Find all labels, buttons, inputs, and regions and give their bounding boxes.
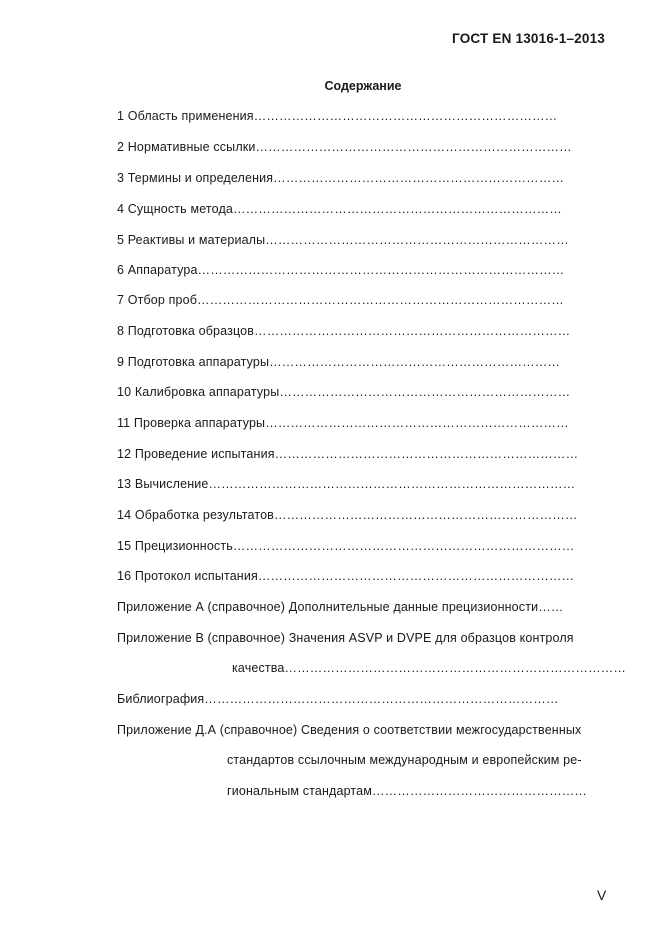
toc-entry: 11 Проверка аппаратуры……………………………………………………………… xyxy=(117,416,569,430)
page-number: V xyxy=(597,887,607,903)
toc-entry: 1 Область применения……………………………………………………………… xyxy=(117,109,558,123)
toc-entry: 10 Калибровка аппаратуры…………………………………………………………… xyxy=(117,385,571,399)
document-code: ГОСТ EN 13016-1–2013 xyxy=(452,31,605,46)
toc-entry: 12 Проведение испытания……………………………………………………………… xyxy=(117,447,579,461)
toc-entry: 9 Подготовка аппаратуры…………………………………………………………… xyxy=(117,355,561,369)
toc-entry: 13 Вычисление…………………………………………………………………………… xyxy=(117,477,576,491)
toc-entry: 14 Обработка результатов……………………………………………………………… xyxy=(117,508,578,522)
toc-entry: 15 Прецизионность……………………………………………………………………… xyxy=(117,539,575,553)
toc-entry: 6 Аппаратура…………………………………………………………………………… xyxy=(117,263,565,277)
toc-entry: Библиография………………………………………………………………………… xyxy=(117,692,559,706)
toc-entry: Приложение В (справочное) Значения ASVP и DVPE для образцов контроля xyxy=(117,631,574,645)
toc-entry: Приложение Д.А (справочное) Сведения о соответствии межгосударственных xyxy=(117,723,582,737)
toc-entry: 5 Реактивы и материалы……………………………………………………………… xyxy=(117,233,569,247)
toc-entry-continuation: качества……………………………………………………………………… xyxy=(232,661,627,675)
toc-entry-continuation: стандартов ссылочным международным и европейским ре- xyxy=(227,753,582,767)
toc-entry: Приложение А (справочное) Дополнительные данные прецизионности…… xyxy=(117,600,564,614)
toc-entry: 4 Сущность метода…………………………………………………………………… xyxy=(117,202,562,216)
toc-entry: 8 Подготовка образцов………………………………………………………………… xyxy=(117,324,571,338)
toc-entry-continuation: гиональным стандартам…………………………………………… xyxy=(227,784,588,798)
toc-entry: 16 Протокол испытания………………………………………………………………… xyxy=(117,569,575,583)
toc-entry: 2 Нормативные ссылки………………………………………………………………… xyxy=(117,140,572,154)
toc-entry: 3 Термины и определения…………………………………………………………… xyxy=(117,171,565,185)
toc-entry: 7 Отбор проб…………………………………………………………………………… xyxy=(117,293,564,307)
toc-title: Содержание xyxy=(324,79,402,93)
